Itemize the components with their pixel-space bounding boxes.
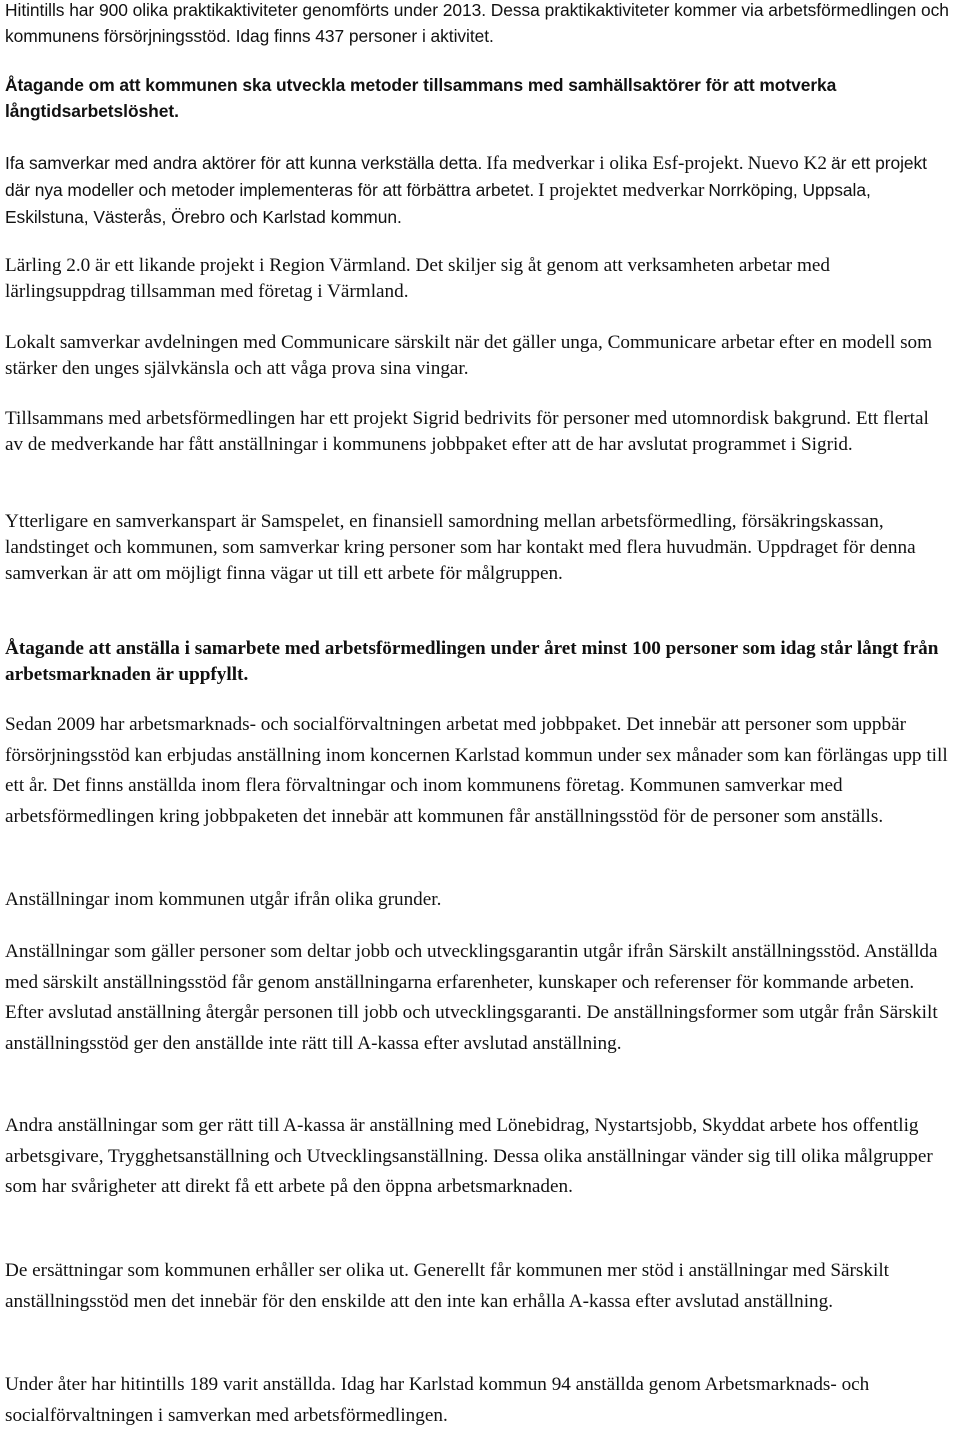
partners-list-text: Norrköping, Uppsala, Eskilstuna, Västerås, Örebro och Karlstad kommun. xyxy=(5,180,871,227)
heading-commitment-methods: Åtagande om att kommunen ska utveckla metoder tillsammans med samhällsaktörer för att motverka långtidsarbetslöshet. xyxy=(5,75,837,121)
paragraph-samspelet: Ytterligare en samverkanspart är Samspelet, en finansiell samordning mellan arbetsförmedling, försäkringskassan, landstinget och kommunen, som samverkar kring personer som har kontakt med flera huvudmän. Uppdraget för denna samverkan är att om möjligt finna vägar ut till ett arbete för målgruppen. xyxy=(5,511,916,584)
ifa-cooperation-text: Ifa samverkar med andra aktörer för att kunna verkställa detta. xyxy=(5,153,483,173)
ifa-esf-text: Ifa medverkar i olika Esf-projekt. xyxy=(486,153,744,174)
paragraph-grunder: Anställningar inom kommunen utgår ifrån olika grunder. xyxy=(5,889,442,910)
paragraph-ersattningar: De ersättningar som kommunen erhåller ser olika ut. Generellt får kommunen mer stöd i anställningar med Särskilt anställningsstöd men det innebär för den enskilde att den inte kan erhålla A-kassa efter avslutad anställning. xyxy=(5,1260,889,1312)
heading-commitment-hiring: Åtagande att anställa i samarbete med arbetsförmedlingen under året minst 100 personer som idag står långt från arbetsmarknaden är uppfyllt. xyxy=(5,638,939,685)
paragraph-antal-anstallda: Under åter har hitintills 189 varit anställda. Idag har Karlstad kommun 94 anställda genom Arbetsmarknads- och socialförvaltningen i samverkan med arbetsförmedlingen. xyxy=(5,1374,870,1426)
paragraph-communicare: Lokalt samverkar avdelningen med Communicare särskilt när det gäller unga, Communicare arbetar efter en modell som stärker den unges självkänsla och att våga prova sina vingar. xyxy=(5,332,933,379)
paragraph-larling: Lärling 2.0 är ett likande projekt i Region Värmland. Det skiljer sig åt genom att verksamheten arbetar med lärlingsuppdrag tillsamman med företag i Värmland. xyxy=(5,255,830,302)
paragraph-sarskilt-stod: Anställningar som gäller personer som deltar jobb och utvecklingsgarantin utgår ifrån Särskilt anställningsstöd. Anställda med särskilt anställningsstöd får genom anställningarna erfarenheter, kunskaper och referenser för kommande arbeten. Efter avslutad anställning återgår personen till jobb och utvecklingsgaranti. De anställningsformer som utgår från Särskilt anställningsstöd ger den anställde inte rätt till A-kassa efter avslutad anställning. xyxy=(5,941,938,1054)
partners-intro-text: I projektet medverkar xyxy=(538,180,705,201)
nuevo-name-text: Nuevo K2 xyxy=(747,153,827,174)
paragraph-sigrid: Tillsammans med arbetsförmedlingen har ett projekt Sigrid bedrivits för personer med utomnordisk bakgrund. Ett flertal av de medverkande har fått anställningar i kommunens jobbpaket efter att de har avslutat programmet i Sigrid. xyxy=(5,408,929,455)
paragraph-akassa: Andra anställningar som ger rätt till A-kassa är anställning med Lönebidrag, Nystartsjobb, Skyddat arbete hos offentlig arbetsgivare, Trygghetsanställning och Utvecklingsanställning. Dessa olika anställningar vänder sig till olika målgrupper som har svårigheter att direkt få ett arbete på den öppna arbetsmarknaden. xyxy=(5,1115,933,1197)
paragraph-praktik: Hitintills har 900 olika praktikaktiviteter genomförts under 2013. Dessa praktikaktiviteter kommer via arbetsförmedlingen och kommunens försörjningsstöd. Idag finns 437 personer i aktivitet. xyxy=(5,0,949,46)
nuevo-description-text: är ett projekt där nya modeller och metoder implementeras för att förbättra arbetet. xyxy=(5,153,927,200)
paragraph-ifa xyxy=(5,150,950,230)
paragraph-jobbpaket: Sedan 2009 har arbetsmarknads- och socialförvaltningen arbetat med jobbpaket. Det innebär att personer som uppbär försörjningsstöd kan erbjudas anställning inom koncernen Karlstad kommun under sex månader som kan förlängas upp till ett år. Det finns anställda inom flera förvaltningar och inom kommunens företag. Kommunen samverkar med arbetsförmedlingen kring jobbpaketen det innebär att kommunen får anställningsstöd för de personer som anställs. xyxy=(5,714,948,827)
